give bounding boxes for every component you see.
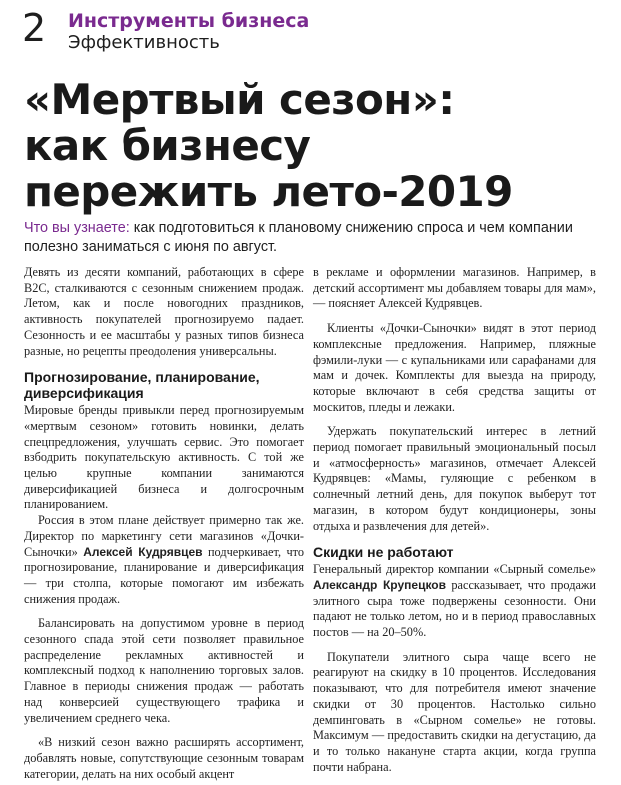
paragraph: Покупатели элитного сыра чаще всего не реагируют на скидку в 10 процентов. Исследования показывают, что для потребителя имеют значение скидки от 30 процентов. Настолько сильно демпинговать в «Сырном сомелье» не готовы. Максимум — предоставить скидки на дегустацию, да и то только накануне старта акции, когда группа почти набрана. — [313, 649, 596, 774]
paragraph: Мировые бренды привыкли перед прогнозируемым «мертвым сезоном» готовить новинки, делать спецпредложения, улучшать сервис. Это помогает взбодрить покупательскую активность. С той же целью крупные компании занимаются диверсификацией бизнеса и долгосрочным планированием. — [24, 403, 304, 512]
paragraph: в рекламе и оформлении магазинов. Например, в детский ассортимент мы добавляем товары для мам», — поясняет Алексей Кудрявцев. — [313, 265, 596, 311]
paragraph: «В низкий сезон важно расширять ассортимент, добавлять новые, сопутствующие сезонным товарам категории, делать на них особый акцент — [24, 735, 304, 781]
paragraph-text: рассказывает, что продажи элитного сыра тоже подвержены сезонности. Они падают не только летом, но и в период православных постов — на 20–50%. — [313, 577, 596, 640]
page-number: 2 — [22, 6, 47, 50]
subheading: Прогнозирование, планирование, диверсификация — [24, 369, 260, 402]
section-subtitle: Эффективность — [68, 32, 220, 53]
headline-line-2: как бизнесу — [24, 121, 311, 170]
paragraph: Клиенты «Дочки-Сыночки» видят в этот период комплексные предложения. Например, пляжные фэмили-луки — с купальниками или сарафанами для мам и дочек. Комплекты для выезда на природу, которые включают в себя средства защиты от москитов, пледы и лежаки. — [313, 321, 596, 414]
paragraph: Удержать покупательский интерес в летний период помогает правильный эмоциональный посыл и «атмосферность» магазинов, отмечает Алексей Кудрявцев: «Мамы, гуляющие с ребенком в солнечный летний день, для покупок выберут тот магазин, в котором будут кондиционеры, зоны отдыха и развлечения для детей». — [313, 424, 596, 533]
paragraph — [24, 513, 304, 607]
paragraph: Девять из десяти компаний, работающих в сфере B2C, сталкиваются с сезонным снижением продаж. Летом, как и после новогодних праздников, активность покупателей прогнозируемо падает. Сезонность и ее масштабы у разных типов бизнеса разные, но рецепты преодоления универсальны. — [24, 265, 304, 358]
right-column — [313, 265, 596, 775]
paragraph: Балансировать на допустимом уровне в период сезонного спада этой сети позволяет правильное распределение рекламных активностей и комплексный подход к наполнению торговых залов. Главное в периоды снижения продаж — работать над конверсией существующего трафика и увеличением среднего чека. — [24, 616, 304, 725]
lead-text: как подготовиться к плановому снижению спроса и чем компании полезно заниматься с июня по август. — [24, 220, 573, 255]
person-name: Александр Крупецков — [313, 577, 447, 592]
paragraph — [313, 562, 596, 641]
left-column — [24, 265, 304, 782]
subheading: Скидки не работают — [313, 544, 454, 561]
paragraph-text: подчеркивает, что прогнозирование, планирование и диверсификация — три столпа, которые помогают им избежать снижения продаж. — [24, 544, 304, 606]
paragraph-text: Россия в этом плане действует примерно так же. Директор по маркетингу сети магазинов «Дочки-Сыночки» — [24, 513, 304, 559]
section-title: Инструменты бизнеса — [68, 10, 310, 32]
paragraph-text: Генеральный директор компании «Сырный сомелье» — [313, 562, 596, 577]
lead-label: Что вы узнаете: — [24, 220, 130, 236]
article-headline — [24, 77, 614, 215]
person-name: Алексей Кудрявцев — [83, 544, 203, 559]
headline-line-3: пережить лето-2019 — [24, 167, 513, 216]
headline-line-1: «Мертвый сезон»: — [24, 75, 455, 124]
article-lead — [24, 219, 609, 257]
